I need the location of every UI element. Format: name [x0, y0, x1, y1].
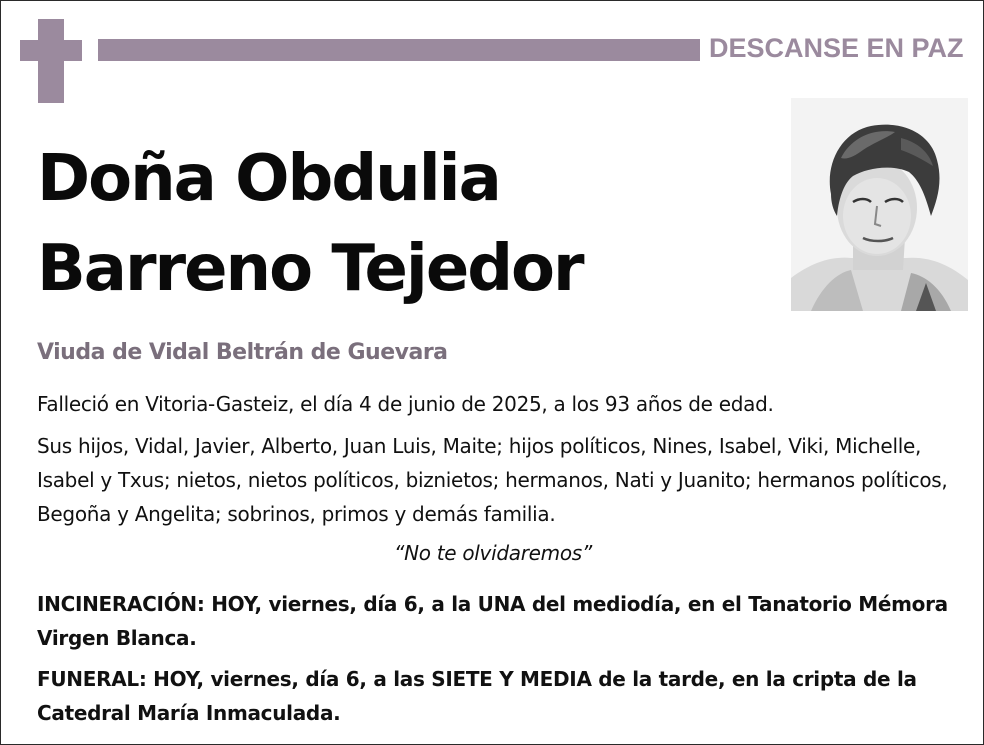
deceased-name	[37, 134, 583, 314]
death-notice: Falleció en Vitoria-Gasteiz, el día 4 de junio de 2025, a los 93 años de edad.	[37, 392, 774, 416]
memorial-quote: “No te olvidaremos”	[394, 541, 592, 565]
header-bar	[98, 39, 700, 61]
funeral-details: FUNERAL: HOY, viernes, día 6, a las SIETE Y MEDIA de la tarde, en la cripta de la Catedral María Inmaculada.	[37, 667, 917, 725]
portrait-illustration	[791, 98, 968, 311]
header-title: DESCANSE EN PAZ	[709, 33, 964, 63]
cremation-details: INCINERACIÓN: HOY, viernes, día 6, a la UNA del mediodía, en el Tanatorio Mémora Virgen Blanca.	[37, 592, 948, 650]
cross-icon-arm	[20, 40, 82, 61]
family-list: Sus hijos, Vidal, Javier, Alberto, Juan Luis, Maite; hijos políticos, Nines, Isabel, Viki, Michelle, Isabel y Txus; nietos, nietos políticos, biznietos; hermanos, Nati y Juanito; hermanos políticos, Begoña y Angelita; sobrinos, primos y demás familia.	[37, 434, 948, 526]
name-line-1: Doña Obdulia	[37, 142, 500, 216]
cross-icon	[38, 19, 64, 103]
name-line-2: Barreno Tejedor	[37, 232, 583, 306]
portrait-photo	[791, 98, 968, 311]
widow-subtitle: Viuda de Vidal Beltrán de Guevara	[37, 340, 448, 365]
